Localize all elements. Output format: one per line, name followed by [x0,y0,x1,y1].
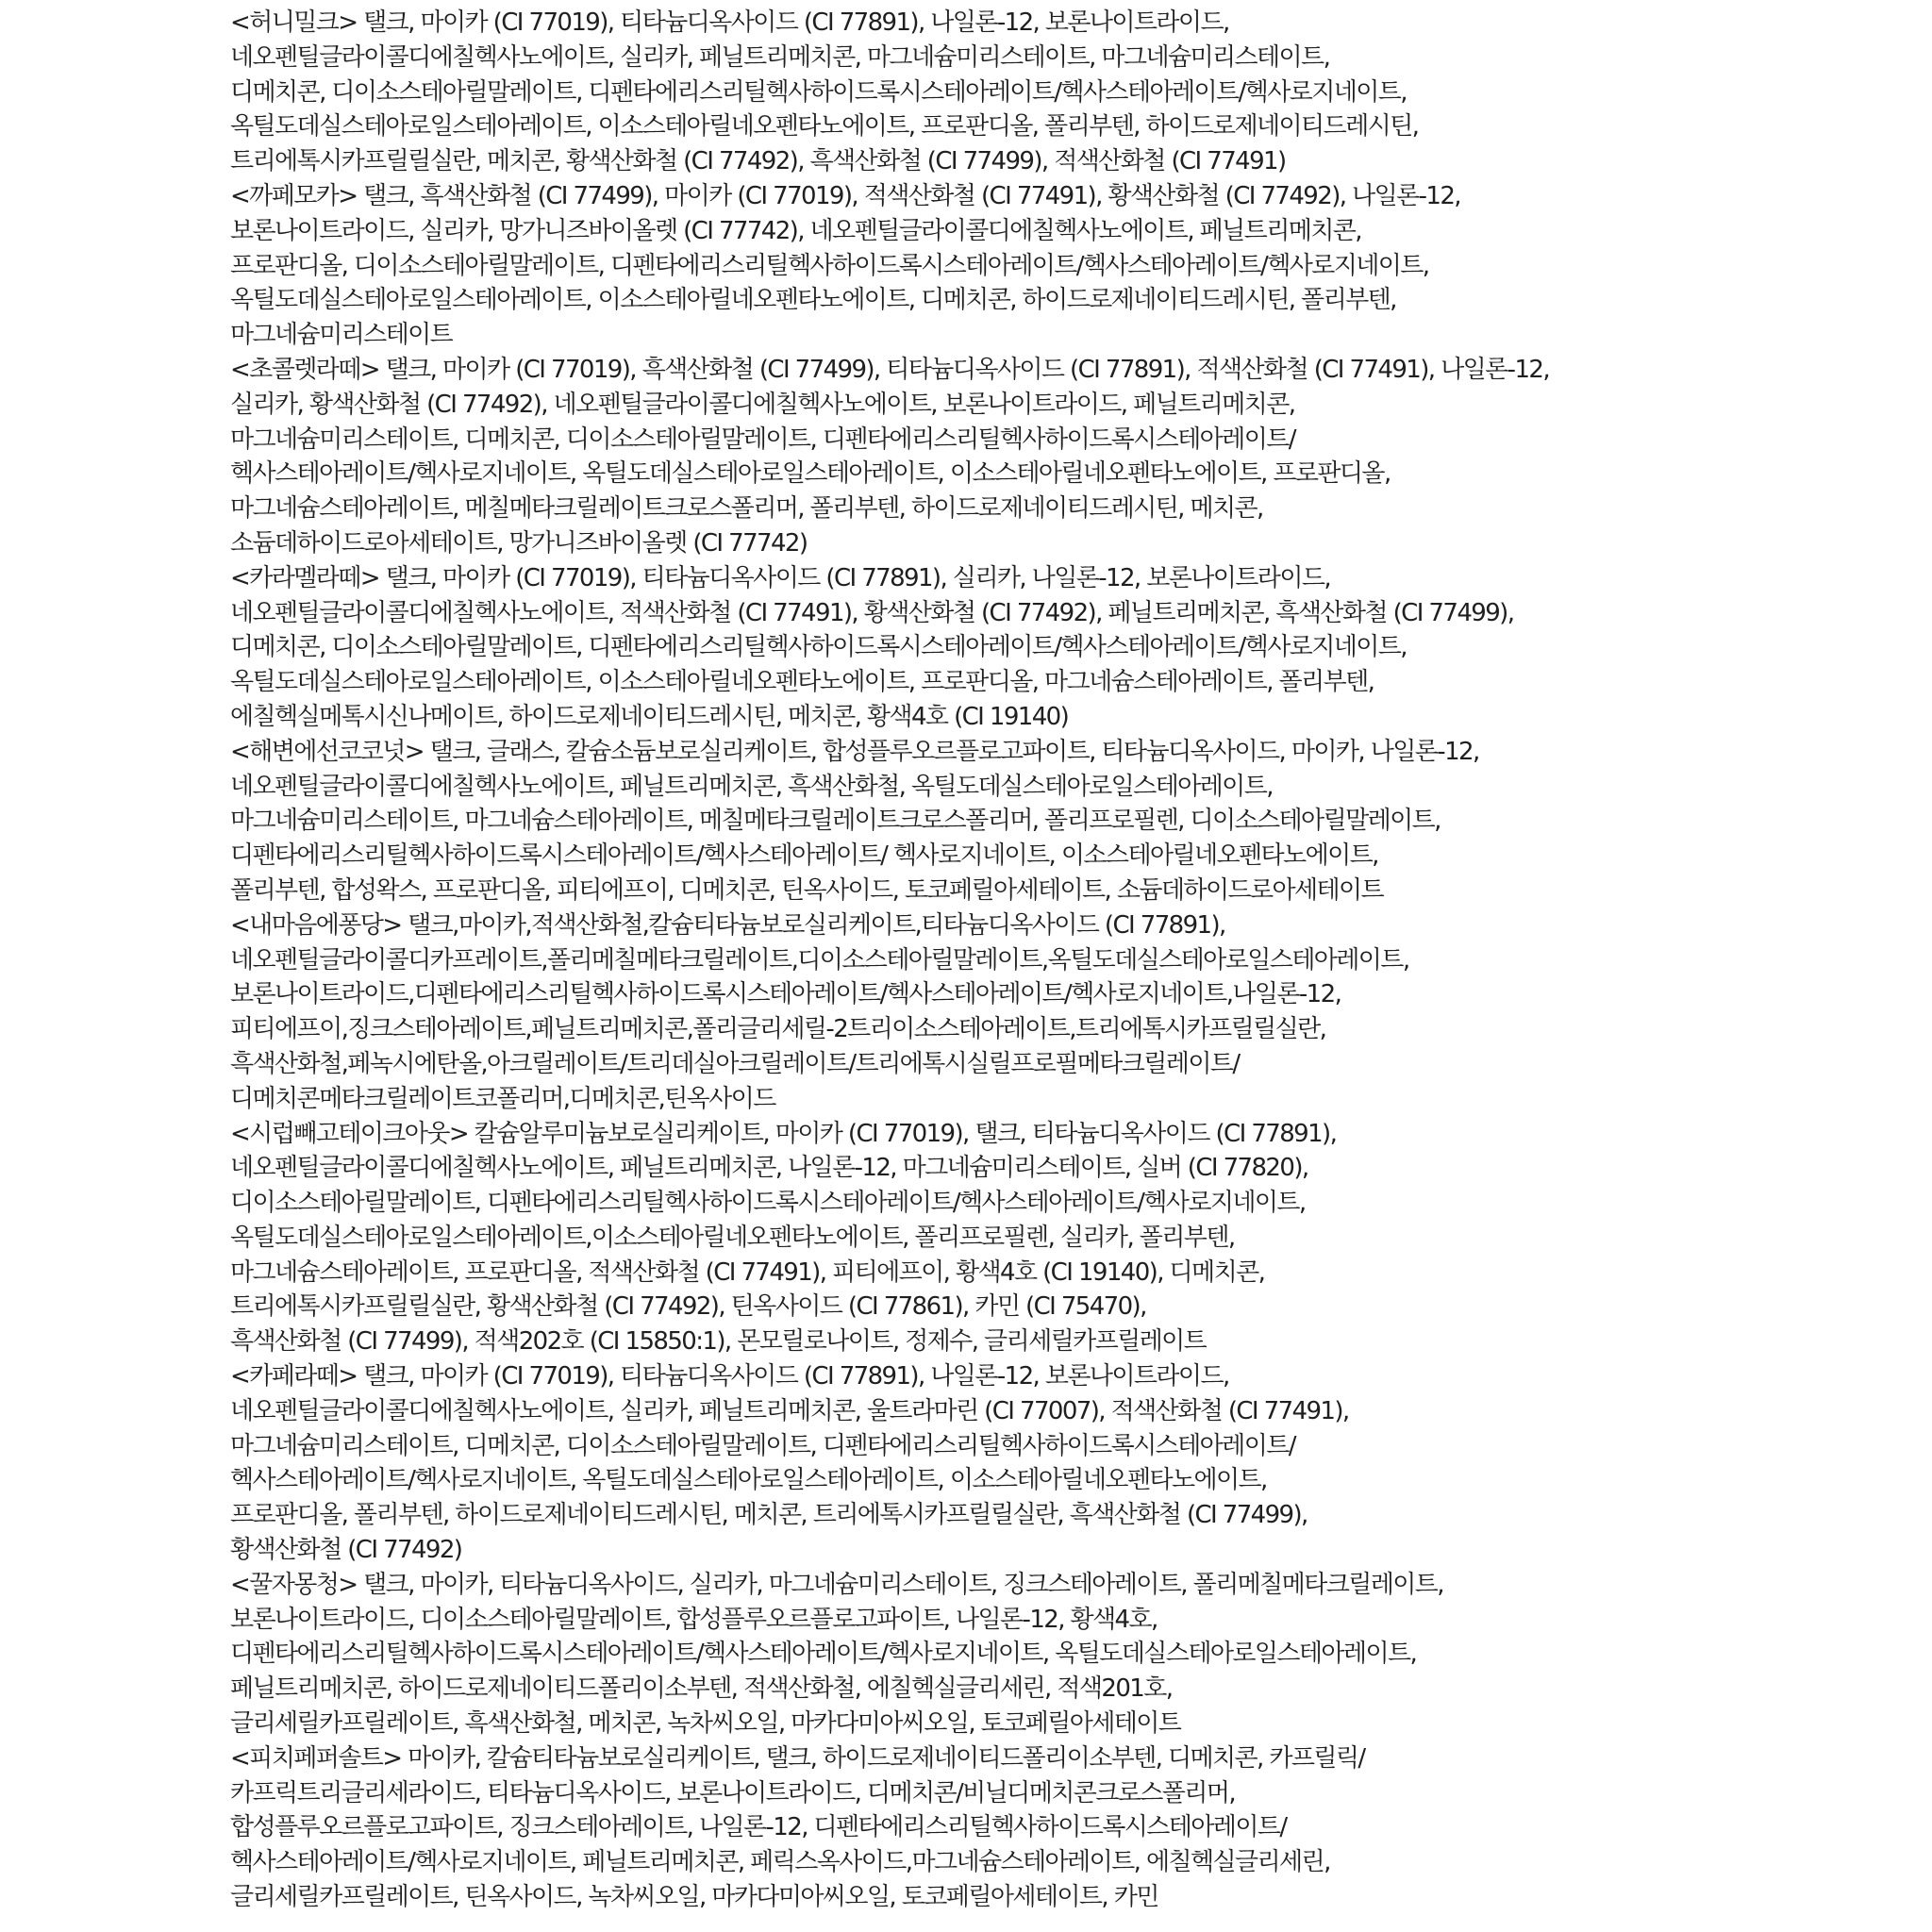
product-ingredient-entry [230,908,1919,1117]
ingredient-line: 황색산화철 (CI 77492) [230,1536,462,1565]
product-name-line: <피치페퍼솔트> 마이카, 칼슘티타늄보로실리케이트, 탤크, 하이드로제네이티드폴리이소부텐, 디메치콘, 카프릴릭/ [230,1743,1365,1773]
product-ingredient-entry [230,1117,1919,1360]
ingredient-line: 마그네슘미리스테이트 [230,321,453,350]
product-name-line: <까페모카> 탤크, 흑색산화철 (CI 77499), 마이카 (CI 77019), 적색산화철 (CI 77491), 황색산화철 (CI 77492), 나일론-12, [230,181,1460,210]
ingredient-line: 옥틸도데실스테아로일스테아레이트,이소스테아릴네오펜타노에이트, 폴리프로필렌, 실리카, 폴리부텐, [230,1223,1235,1252]
ingredient-line: 보론나이트라이드, 디이소스테아릴말레이트, 합성플루오르플로고파이트, 나일론-12, 황색4호, [230,1605,1158,1634]
ingredient-line: 옥틸도데실스테아로일스테아레이트, 이소스테아릴네오펜타노에이트, 프로판디올, 마그네슘스테아레이트, 폴리부텐, [230,668,1374,697]
product-name-line: <해변에선코코넛> 탤크, 글래스, 칼슘소듐보로실리케이트, 합성플루오르플로고파이트, 티타늄디옥사이드, 마이카, 나일론-12, [230,737,1479,766]
ingredient-line: 페닐트리메치콘, 하이드로제네이티드폴리이소부텐, 적색산화철, 에칠헥실글리세린, 적색201호, [230,1674,1173,1704]
product-ingredient-entry [230,6,1919,179]
product-ingredient-entry [230,1741,1919,1915]
ingredient-line: 네오펜틸글라이콜디에칠헥사노에이트, 적색산화철 (CI 77491), 황색산화철 (CI 77492), 페닐트리메치콘, 흑색산화철 (CI 77499), [230,598,1514,627]
ingredient-line: 실리카, 황색산화철 (CI 77492), 네오펜틸글라이콜디에칠헥사노에이트, 보론나이트라이드, 페닐트리메치콘, [230,390,1295,419]
product-ingredient-entry [230,179,1919,353]
ingredient-line: 마그네슘스테아레이트, 메칠메타크릴레이트크로스폴리머, 폴리부텐, 하이드로제네이티드레시틴, 메치콘, [230,494,1263,524]
product-name-line: <카라멜라떼> 탤크, 마이카 (CI 77019), 티타늄디옥사이드 (CI 77891), 실리카, 나일론-12, 보론나이트라이드, [230,563,1331,592]
product-name-line: <꿀자몽청> 탤크, 마이카, 티타늄디옥사이드, 실리카, 마그네슘미리스테이트, 징크스테아레이트, 폴리메칠메타크릴레이트, [230,1570,1443,1599]
ingredient-line: 디메치콘, 디이소스테아릴말레이트, 디펜타에리스리틸헥사하이드록시스테아레이트/헥사스테아레이트/헥사로지네이트, [230,633,1407,662]
ingredient-line: 마그네슘미리스테이트, 마그네슘스테아레이트, 메칠메타크릴레이트크로스폴리머, 폴리프로필렌, 디이소스테아릴말레이트, [230,807,1441,836]
product-name-line: <허니밀크> 탤크, 마이카 (CI 77019), 티타늄디옥사이드 (CI 77891), 나일론-12, 보론나이트라이드, [230,8,1229,37]
product-name-line: <시럽빼고테이크아웃> 칼슘알루미늄보로실리케이트, 마이카 (CI 77019), 탤크, 티타늄디옥사이드 (CI 77891), [230,1119,1337,1148]
ingredient-line: 디펜타에리스리틸헥사하이드록시스테아레이트/헥사스테아레이트/헥사로지네이트, 옥틸도데실스테아로일스테아레이트, [230,1640,1417,1669]
ingredient-line: 헥사스테아레이트/헥사로지네이트, 옥틸도데실스테아로일스테아레이트, 이소스테아릴네오펜타노에이트, [230,1466,1267,1495]
ingredient-list [230,6,1919,1915]
ingredient-line: 보론나이트라이드,디펜타에리스리틸헥사하이드록시스테아레이트/헥사스테아레이트/헥사로지네이트,나일론-12, [230,980,1341,1009]
ingredient-line: 카프릭트리글리세라이드, 티타늄디옥사이드, 보론나이트라이드, 디메치콘/비닐디메치콘크로스폴리머, [230,1778,1236,1807]
ingredient-line: 네오펜틸글라이콜디에칠헥사노에이트, 실리카, 페닐트리메치콘, 마그네슘미리스테이트, 마그네슘미리스테이트, [230,42,1330,72]
ingredient-line: 디메치콘, 디이소스테아릴말레이트, 디펜타에리스리틸헥사하이드록시스테아레이트/헥사스테아레이트/헥사로지네이트, [230,77,1407,107]
ingredient-line: 네오펜틸글라이콜디카프레이트,폴리메칠메타크릴레이트,디이소스테아릴말레이트,옥틸도데실스테아로일스테아레이트, [230,945,1409,974]
ingredient-line: 피티에프이,징크스테아레이트,페닐트리메치콘,폴리글리세릴-2트리이소스테아레이트,트리에톡시카프릴릴실란, [230,1015,1326,1044]
ingredient-line: 합성플루오르플로고파이트, 징크스테아레이트, 나일론-12, 디펜타에리스리틸헥사하이드록시스테아레이트/ [230,1813,1287,1842]
ingredient-line: 트리에톡시카프릴릴실란, 황색산화철 (CI 77492), 틴옥사이드 (CI 77861), 카민 (CI 75470), [230,1292,1146,1322]
ingredient-line: 디메치콘메타크릴레이트코폴리머,디메치콘,틴옥사이드 [230,1084,775,1113]
ingredient-line: 흑색산화철,페녹시에탄올,아크릴레이트/트리데실아크릴레이트/트리에톡시실릴프로필메타크릴레이트/ [230,1049,1240,1078]
product-ingredient-entry [230,735,1919,908]
ingredient-line: 헥사스테아레이트/헥사로지네이트, 옥틸도데실스테아로일스테아레이트, 이소스테아릴네오펜타노에이트, 프로판디올, [230,459,1391,489]
ingredient-line: 네오펜틸글라이콜디에칠헥사노에이트, 페닐트리메치콘, 흑색산화철, 옥틸도데실스테아로일스테아레이트, [230,772,1273,801]
ingredient-line: 옥틸도데실스테아로일스테아레이트, 이소스테아릴네오펜타노에이트, 프로판디올, 폴리부텐, 하이드로제네이티드레시틴, [230,112,1419,142]
ingredient-line: 마그네슘스테아레이트, 프로판디올, 적색산화철 (CI 77491), 피티에프이, 황색4호 (CI 19140), 디메치콘, [230,1257,1265,1287]
ingredient-line: 마그네슘미리스테이트, 디메치콘, 디이소스테아릴말레이트, 디펜타에리스리틸헥사하이드록시스테아레이트/ [230,425,1295,454]
product-name-line: <내마음에퐁당> 탤크,마이카,적색산화철,칼슘티타늄보로실리케이트,티타늄디옥사이드 (CI 77891), [230,910,1225,940]
ingredient-line: 소듐데하이드로아세테이트, 망가니즈바이올렛 (CI 77742) [230,528,808,558]
ingredient-line: 글리세릴카프릴레이트, 흑색산화철, 메치콘, 녹차씨오일, 마카다미아씨오일, 토코페릴아세테이트 [230,1709,1181,1739]
ingredient-line: 에칠헥실메톡시신나메이트, 하이드로제네이티드레시틴, 메치콘, 황색4호 (CI 19140) [230,702,1069,731]
ingredient-line: 헥사스테아레이트/헥사로지네이트, 페닐트리메치콘, 페릭스옥사이드,마그네슘스테아레이트, 에칠헥실글리세린, [230,1848,1330,1877]
ingredient-line: 디이소스테아릴말레이트, 디펜타에리스리틸헥사하이드록시스테아레이트/헥사스테아레이트/헥사로지네이트, [230,1189,1306,1218]
product-name-line: <초콜렛라떼> 탤크, 마이카 (CI 77019), 흑색산화철 (CI 77499), 티타늄디옥사이드 (CI 77891), 적색산화철 (CI 77491), 나일론-12, [230,355,1550,384]
product-ingredient-entry [230,1568,1919,1741]
ingredient-line: 흑색산화철 (CI 77499), 적색202호 (CI 15850:1), 몬모릴로나이트, 정제수, 글리세릴카프릴레이트 [230,1327,1207,1357]
ingredient-line: 폴리부텐, 합성왁스, 프로판디올, 피티에프이, 디메치콘, 틴옥사이드, 토코페릴아세테이트, 소듐데하이드로아세테이트 [230,875,1384,905]
ingredient-line: 트리에톡시카프릴릴실란, 메치콘, 황색산화철 (CI 77492), 흑색산화철 (CI 77499), 적색산화철 (CI 77491) [230,147,1286,176]
ingredient-line: 글리세릴카프릴레이트, 틴옥사이드, 녹차씨오일, 마카다미아씨오일, 토코페릴아세테이트, 카민 [230,1883,1158,1912]
ingredient-line: 프로판디올, 디이소스테아릴말레이트, 디펜타에리스리틸헥사하이드록시스테아레이트/헥사스테아레이트/헥사로지네이트, [230,251,1429,280]
ingredient-line: 디펜타에리스리틸헥사하이드록시스테아레이트/헥사스테아레이트/ 헥사로지네이트, 이소스테아릴네오펜타노에이트, [230,841,1378,871]
ingredient-line: 네오펜틸글라이콜디에칠헥사노에이트, 페닐트리메치콘, 나일론-12, 마그네슘미리스테이트, 실버 (CI 77820), [230,1154,1308,1183]
product-ingredient-entry [230,561,1919,735]
ingredient-line: 옥틸도데실스테아로일스테아레이트, 이소스테아릴네오펜타노에이트, 디메치콘, 하이드로제네이티드레시틴, 폴리부텐, [230,286,1396,315]
product-ingredient-entry [230,1359,1919,1568]
product-ingredient-entry [230,353,1919,561]
ingredient-line: 네오펜틸글라이콜디에칠헥사노에이트, 실리카, 페닐트리메치콘, 울트라마린 (CI 77007), 적색산화철 (CI 77491), [230,1396,1349,1425]
product-name-line: <카페라떼> 탤크, 마이카 (CI 77019), 티타늄디옥사이드 (CI 77891), 나일론-12, 보론나이트라이드, [230,1362,1229,1391]
ingredient-line: 보론나이트라이드, 실리카, 망가니즈바이올렛 (CI 77742), 네오펜틸글라이콜디에칠헥사노에이트, 페닐트리메치콘, [230,216,1361,245]
ingredient-line: 프로판디올, 폴리부텐, 하이드로제네이티드레시틴, 메치콘, 트리에톡시카프릴릴실란, 흑색산화철 (CI 77499), [230,1501,1307,1530]
ingredient-line: 마그네슘미리스테이트, 디메치콘, 디이소스테아릴말레이트, 디펜타에리스리틸헥사하이드록시스테아레이트/ [230,1431,1295,1460]
